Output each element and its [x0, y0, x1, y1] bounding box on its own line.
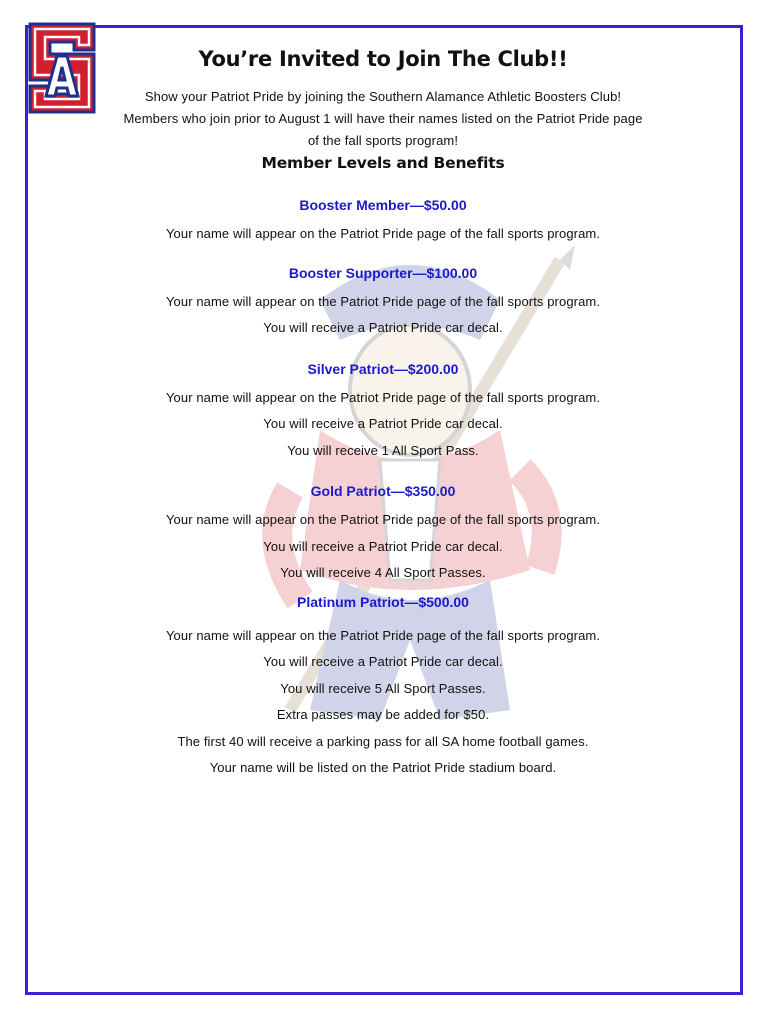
level-title: Booster Supporter—$100.00 — [288, 264, 478, 281]
benefit-line: The first 40 will receive a parking pass for all SA home football games. — [177, 733, 589, 749]
level-silver-patriot — [100, 358, 666, 465]
intro-paragraph — [100, 86, 666, 152]
benefit-line: Your name will appear on the Patriot Pride page of the fall sports program. — [165, 226, 601, 241]
benefit-line: Your name will appear on the Patriot Pride page of the fall sports program. — [165, 512, 601, 527]
page-title: You’re Invited to Join The Club!! — [198, 47, 568, 71]
section-heading: Member Levels and Benefits — [261, 154, 505, 172]
level-title: Silver Patriot—$200.00 — [307, 360, 459, 377]
benefit-line: You will receive a Patriot Pride car decal. — [263, 538, 503, 554]
benefit-line: Extra passes may be added for $50. — [276, 707, 490, 722]
intro-line: Show your Patriot Pride by joining the Southern Alamance Athletic Boosters Club! — [144, 89, 622, 104]
benefit-line: You will receive 1 All Sport Pass. — [287, 442, 479, 458]
level-title: Platinum Patriot—$500.00 — [297, 593, 469, 610]
level-title: Gold Patriot—$350.00 — [310, 483, 456, 499]
benefit-line: Your name will appear on the Patriot Pride page of the fall sports program. — [165, 627, 601, 643]
benefit-line: Your name will appear on the Patriot Pride page of the fall sports program. — [165, 293, 601, 309]
invitation-content — [100, 42, 666, 782]
level-title: Booster Member—$50.00 — [299, 197, 467, 213]
school-logo — [24, 20, 99, 116]
benefit-line: You will receive 5 All Sport Passes. — [280, 680, 486, 696]
benefit-line: You will receive 4 All Sport Passes. — [280, 565, 486, 580]
benefit-line: Your name will be listed on the Patriot Pride stadium board. — [209, 760, 557, 775]
intro-line: Members who join prior to August 1 will have their names listed on the Patriot Pride page — [123, 111, 643, 126]
benefit-line: Your name will appear on the Patriot Pride page of the fall sports program. — [165, 389, 601, 405]
intro-line: of the fall sports program! — [307, 133, 459, 148]
level-gold-patriot — [100, 480, 666, 587]
level-platinum-patriot — [100, 591, 666, 782]
level-booster-supporter — [100, 262, 666, 342]
benefit-line: You will receive a Patriot Pride car decal. — [263, 320, 503, 335]
benefit-line: You will receive a Patriot Pride car decal. — [263, 654, 503, 669]
level-booster-member — [100, 194, 666, 248]
benefit-line: You will receive a Patriot Pride car decal. — [263, 416, 503, 431]
